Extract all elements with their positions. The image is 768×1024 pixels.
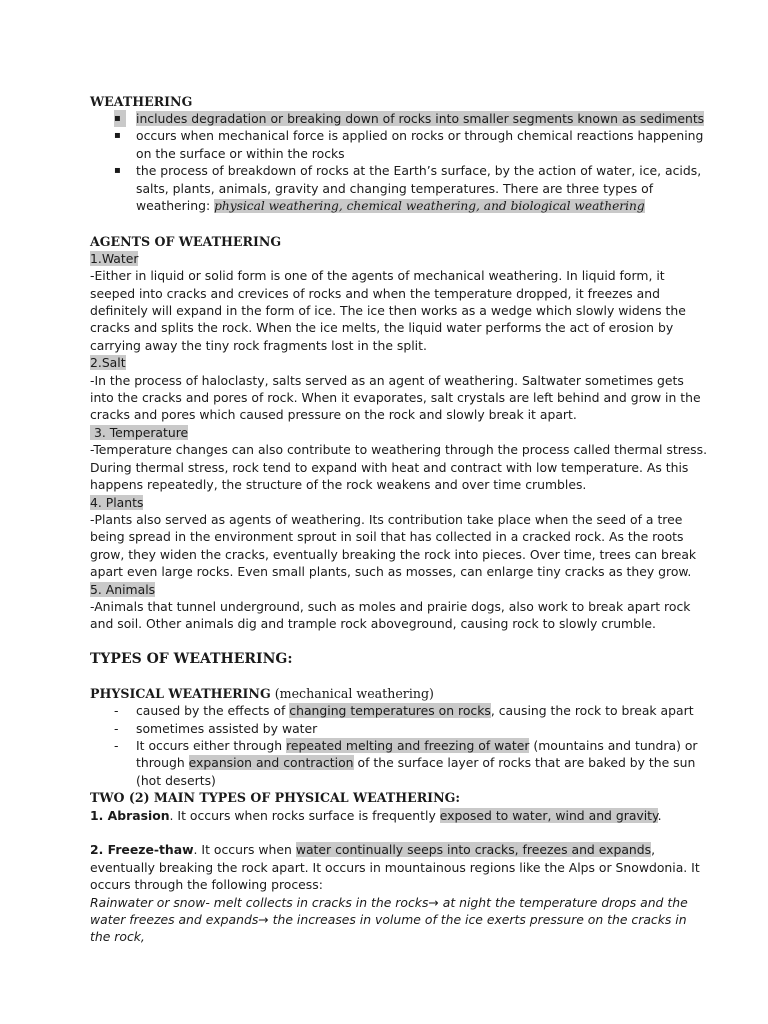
physical-title: PHYSICAL WEATHERING bbox=[90, 685, 271, 701]
square-bullet-icon: ▪ bbox=[114, 165, 121, 177]
list-item-text: includes degradation or breaking down of rocks into smaller segments known as bbox=[136, 111, 640, 126]
agents-heading: AGENTS OF WEATHERING bbox=[90, 233, 282, 249]
agent-salt bbox=[90, 354, 708, 424]
list-item-text: It occurs either through bbox=[136, 737, 287, 753]
highlighted-term: changing temperatures on rocks bbox=[289, 703, 491, 719]
dash-bullet-icon: - bbox=[114, 703, 119, 719]
paragraph-text: . It occurs when rocks surface is frequently bbox=[169, 807, 440, 823]
agent-description: -In the process of haloclasty, salts served as an agent of weathering. Saltwater sometimes gets into the cracks and pores of rock. When it evaporates, salt crystals are left behind and grow in the cracks and pores which caused pressure on the rock and slowly break it apart. bbox=[90, 372, 701, 423]
physical-bullets bbox=[90, 702, 708, 789]
list-item bbox=[114, 110, 708, 127]
abrasion-paragraph bbox=[90, 807, 708, 824]
two-types-heading: TWO (2) MAIN TYPES OF PHYSICAL WEATHERING: bbox=[90, 790, 460, 806]
agent-description: -Plants also served as agents of weathering. Its contribution take place when the seed of a tree being spread in the environment sprout in soil that has collected in a cracked rock. As the roots grow, they widen the cracks, eventually breaking the rock into pieces. Over time, trees can break apart even large rocks. Even small plants, such as mosses, can enlarge tiny cracks as they grow. bbox=[90, 511, 697, 580]
square-bullet-icon: ▪ bbox=[114, 130, 121, 142]
list-item bbox=[114, 162, 708, 215]
agent-animals bbox=[90, 581, 708, 633]
list-item-text: of the surface layer of rocks that are baked by the sun (hot deserts) bbox=[136, 755, 696, 788]
agent-label: 2.Salt bbox=[90, 355, 126, 371]
agent-temperature bbox=[90, 424, 708, 494]
list-item-text: , causing the rock to break apart bbox=[490, 703, 694, 719]
freeze-thaw-label: 2. Freeze-thaw bbox=[90, 842, 194, 858]
agent-description: -Either in liquid or solid form is one of the agents of mechanical weathering. In liquid form, it seeped into cracks and crevices of rocks and when the temperature dropped, it freezes and definitely will expand in the form of ice. The ice then works as a wedge which slowly widens the cracks and splits the rock. When the ice melts, the liquid water performs the act of erosion by carrying away the tiny rock fragments lost in the split. bbox=[90, 268, 686, 353]
agent-water bbox=[90, 250, 708, 354]
square-bullet-icon: ▪ bbox=[114, 110, 126, 127]
dash-bullet-icon: - bbox=[114, 737, 119, 753]
physical-subtitle: (mechanical weathering) bbox=[274, 685, 434, 701]
list-item bbox=[114, 127, 708, 162]
list-item-text: the process of breakdown of rocks at the Earth’s surface, by the action of water, ice, acids, salts, plants, animals, gravity and changing temperatures. There are three types of weathering: bbox=[136, 163, 702, 214]
agent-description: -Animals that tunnel underground, such as moles and prairie dogs, also work to break apart rock and soil. Other animals dig and trample rock aboveground, causing rock to slowly crumble. bbox=[90, 598, 691, 632]
paragraph-text: . It occurs when bbox=[193, 842, 296, 858]
agent-plants bbox=[90, 494, 708, 581]
types-heading: TYPES OF WEATHERING: bbox=[90, 650, 293, 667]
highlighted-term: exposed to water, wind and gravity bbox=[439, 807, 658, 823]
freeze-thaw-paragraph bbox=[90, 841, 708, 893]
agent-label: 3. Temperature bbox=[90, 424, 189, 440]
list-item-text: caused by the effects of bbox=[136, 703, 290, 719]
weathering-heading: WEATHERING bbox=[90, 94, 193, 109]
highlighted-term: water continually seeps into cracks, freezes and expands bbox=[295, 842, 652, 858]
agent-label: 5. Animals bbox=[90, 581, 156, 597]
physical-weathering-heading bbox=[90, 685, 708, 702]
agent-label: 1.Water bbox=[90, 250, 139, 266]
list-item bbox=[114, 720, 708, 737]
dash-bullet-icon: - bbox=[114, 720, 119, 736]
paragraph-text: , eventually breaking the rock apart. It occurs in mountainous regions like the Alps or Snowdonia. It occurs through the following process: bbox=[90, 842, 700, 893]
abrasion-label: 1. Abrasion bbox=[90, 807, 170, 823]
list-item-text: occurs when mechanical force is applied on rocks or through chemical reactions happening on the surface or within the rocks bbox=[136, 128, 704, 161]
list-item bbox=[114, 737, 708, 789]
highlighted-term: sediments bbox=[639, 111, 705, 126]
highlighted-term: physical weathering, chemical weathering, and biological weathering bbox=[214, 199, 645, 214]
highlighted-term: expansion and contraction bbox=[188, 755, 354, 771]
list-item-text: sometimes assisted by water bbox=[136, 720, 318, 736]
weathering-bullets bbox=[90, 110, 708, 215]
list-item-text: (mountains and tundra) or through bbox=[136, 737, 698, 771]
paragraph-text: . bbox=[657, 807, 662, 823]
highlighted-term: repeated melting and freezing of water bbox=[286, 737, 530, 753]
list-item bbox=[114, 702, 708, 719]
agent-description: -Temperature changes can also contribute to weathering through the process called thermal stress. During thermal stress, rock tend to expand with heat and contract with low temperature. As this happens repeatedly, the structure of the rock weakens and over time crumbles. bbox=[90, 442, 708, 493]
agent-label: 4. Plants bbox=[90, 494, 144, 510]
freeze-thaw-process: Rainwater or snow- melt collects in cracks in the rocks→ at night the temperature drops and the water freezes and expands→ the increases in volume of the ice exerts pressure on the cracks in the rock, bbox=[90, 894, 688, 945]
